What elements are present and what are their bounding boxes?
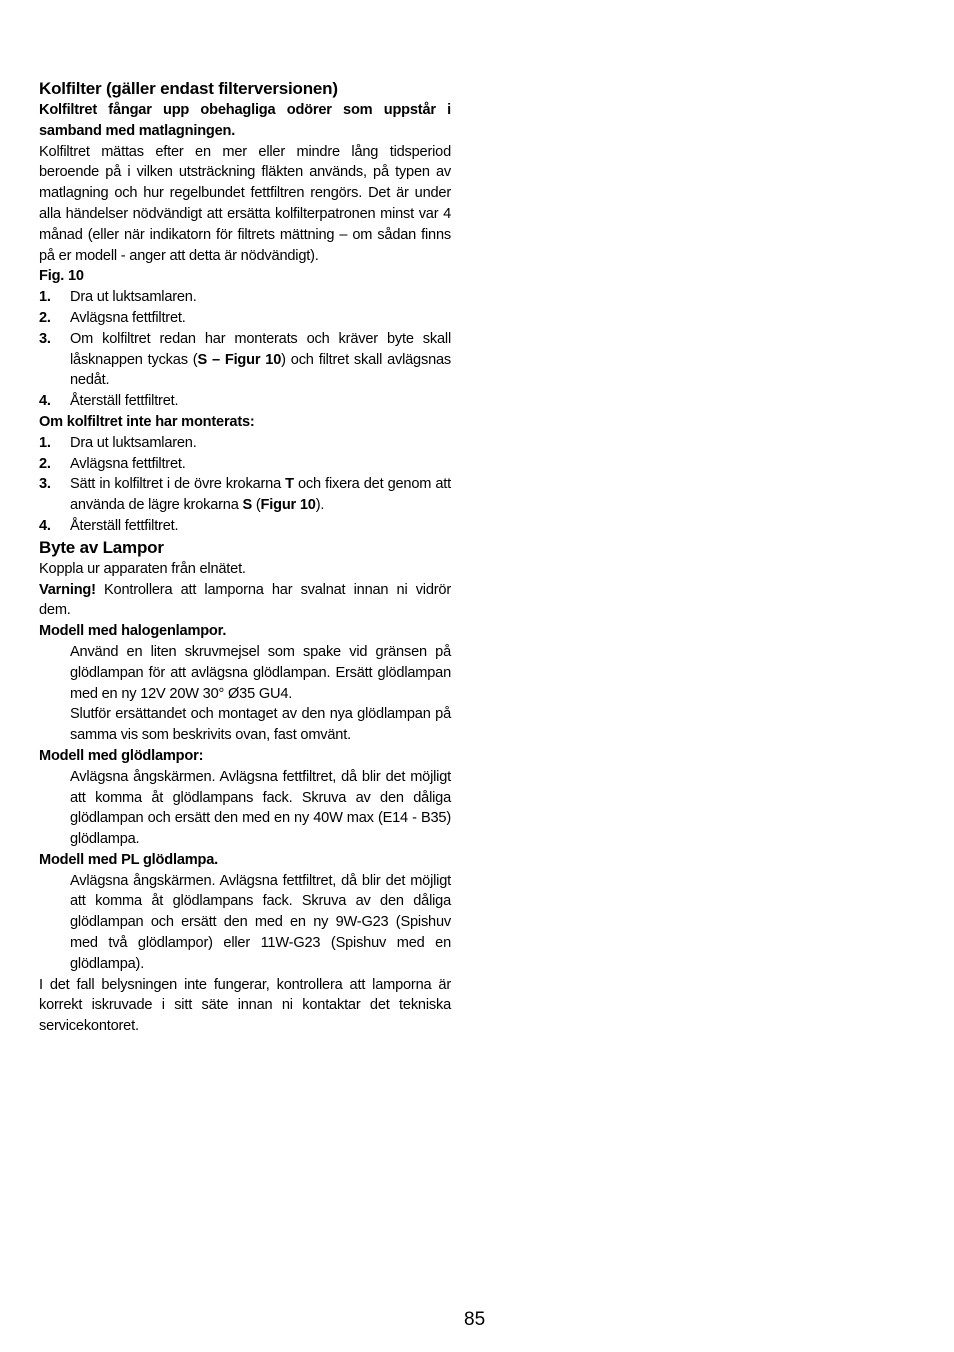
halogen-paragraph-2: Slutför ersättandet och montaget av den nya glödlampan på samma vis som beskrivits ovan, fast omvänt. <box>70 706 451 744</box>
step-text: Avlägsna fettfiltret. <box>70 455 186 472</box>
step-text-part: Sätt in kolfiltret i de övre krokarna <box>70 476 286 493</box>
step-text-part: ) och filtret skall avlägsnas nedåt. <box>70 351 452 389</box>
list-item <box>39 287 451 308</box>
body-paragraph: Kolfiltret mättas efter en mer eller mindre lång tidsperiod beroende på i vilken utsträckning fläkten används, på typen av matlagning och hur regelbundet fettfiltren rengörs. Det är under alla händelser nödvändigt att ersätta kolfilterpatronen minst var 4 månad (eller när indikatorn för filtrets mättning – om sådan finns på er modell - anger att detta är nödvändigt). <box>39 143 451 264</box>
list-item <box>39 329 451 391</box>
closing-paragraph: I det fall belysningen inte fungerar, kontrollera att lamporna är korrekt iskruvade i sitt säte innan ni kontaktar det tekniska servicekontoret. <box>39 976 451 1035</box>
incandescent-heading: Modell med glödlampor: <box>39 747 204 764</box>
hook-label: S <box>242 497 253 514</box>
step-text-part: Om kolfiltret redan har monterats och kräver byte skall låsknappen tyckas ( <box>70 330 451 368</box>
section-title-lamps: Byte av Lampor <box>39 537 164 557</box>
text-column <box>39 78 451 1037</box>
step-number: 2. <box>39 455 51 472</box>
step-number: 1. <box>39 434 51 451</box>
step-number: 3. <box>39 330 51 347</box>
step-text-part: ( <box>252 497 261 514</box>
page-number: 85 <box>464 1309 486 1330</box>
step-text: Dra ut luktsamlaren. <box>70 289 197 306</box>
steps-list-2 <box>39 433 451 537</box>
list-item <box>39 454 451 475</box>
warning-paragraph <box>39 580 451 622</box>
subheading-not-mounted: Om kolfiltret inte har monterats: <box>39 413 255 430</box>
list-item <box>39 474 451 516</box>
warning-label: Varning! <box>39 581 96 598</box>
list-item <box>39 516 451 537</box>
pl-heading: Modell med PL glödlampa. <box>39 851 218 868</box>
step-text: Avlägsna fettfiltret. <box>70 309 186 326</box>
halogen-paragraph-1: Använd en liten skruvmejsel som spake vid gränsen på glödlampan för att avlägsna glödlampan. Ersätt glödlampan med en ny 12V 20W 30° Ø35 GU4. <box>70 643 451 702</box>
figure-reference: S – Figur 10 <box>197 351 282 368</box>
step-number: 2. <box>39 309 51 326</box>
figure-label: Fig. 10 <box>39 268 84 285</box>
step-text: Dra ut luktsamlaren. <box>70 434 197 451</box>
step-text-part: ). <box>315 497 325 514</box>
step-number: 4. <box>39 393 51 410</box>
step-text <box>70 329 451 391</box>
warning-text: Kontrollera att lamporna har svalnat innan ni vidrör dem. <box>39 581 451 619</box>
step-number: 1. <box>39 289 51 306</box>
list-item <box>39 391 451 412</box>
step-text-part: och fixera det genom att använda de lägre krokarna <box>70 476 451 514</box>
step-number: 3. <box>39 476 51 493</box>
hook-label: T <box>285 476 294 493</box>
figure-reference: Figur 10 <box>260 497 316 514</box>
intro-paragraph: Koppla ur apparaten från elnätet. <box>39 560 246 577</box>
pl-paragraph: Avlägsna ångskärmen. Avlägsna fettfiltret, då blir det möjligt att komma åt glödlampans fack. Skruva av den dåliga glödlampan och ersätt den med en ny 9W-G23 (Spishuv med två glödlampor) eller 11W-G23 (Spishuv med en glödlampa). <box>70 872 451 972</box>
incandescent-paragraph: Avlägsna ångskärmen. Avlägsna fettfiltret, då blir det möjligt att komma åt glödlampans fack. Skruva av den dåliga glödlampan och ersätt den med en ny 40W max (E14 - B35) glödlampa. <box>70 768 451 848</box>
step-text: Återställ fettfiltret. <box>70 517 179 534</box>
list-item <box>39 433 451 454</box>
section-title-carbon-filter: Kolfilter (gäller endast filterversionen) <box>39 79 338 98</box>
step-number: 4. <box>39 517 51 534</box>
step-text: Återställ fettfiltret. <box>70 393 179 410</box>
steps-list <box>39 287 451 412</box>
list-item <box>39 308 451 329</box>
step-text <box>70 474 451 516</box>
halogen-heading: Modell med halogenlampor. <box>39 623 227 640</box>
lead-paragraph: Kolfiltret fångar upp obehagliga odörer som uppstår i samband med matlagningen. <box>39 102 451 139</box>
